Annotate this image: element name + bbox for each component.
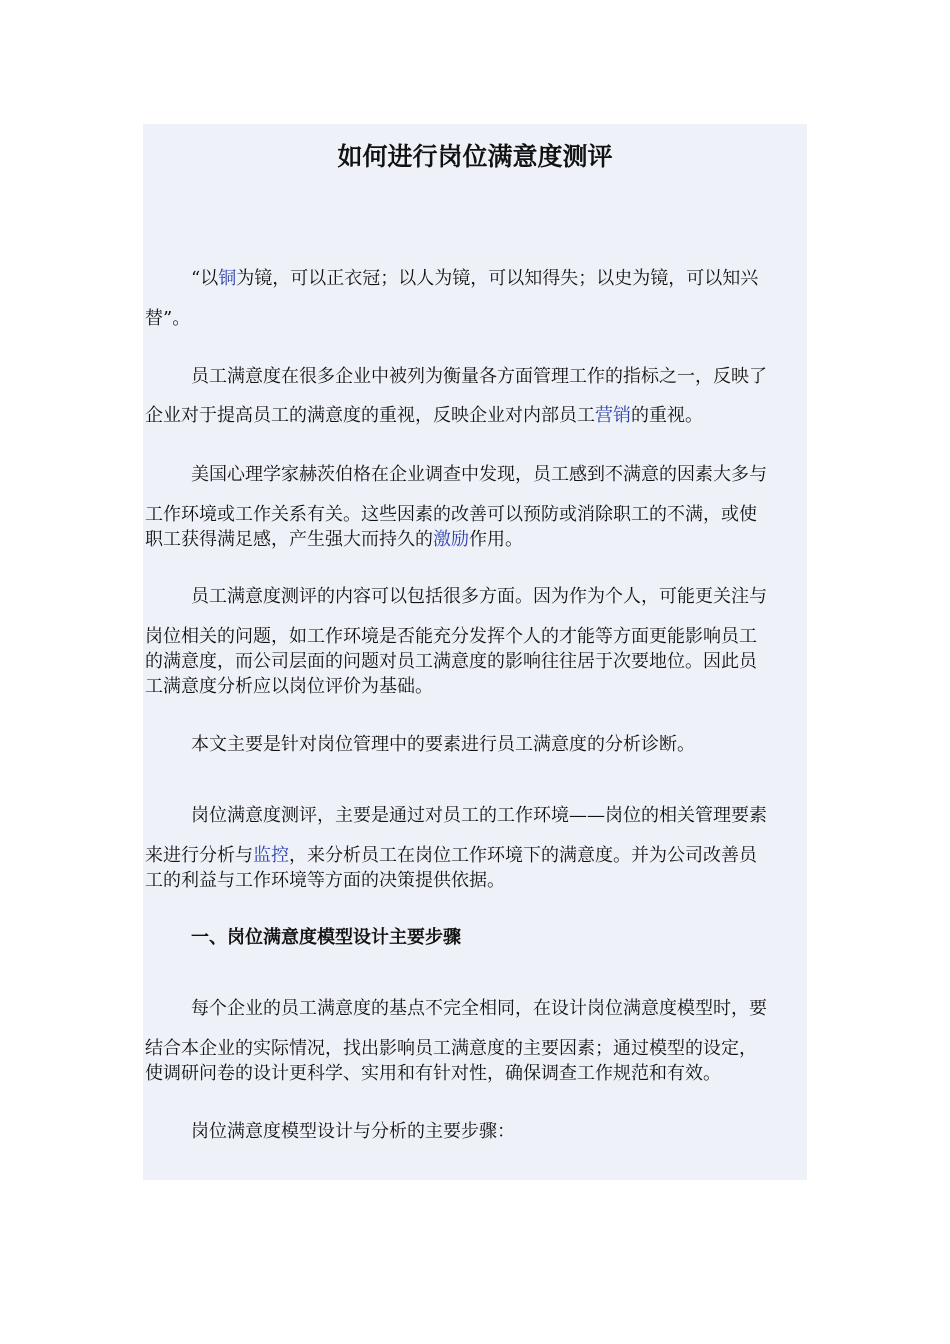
paragraph-6-text-b: ，来分析员工在岗位工作环境下的满意度。并为公司改善员 — [289, 845, 757, 866]
paragraph-2-line-2 — [145, 403, 703, 428]
link-marketing[interactable]: 营销 — [595, 405, 631, 426]
link-monitoring[interactable]: 监控 — [253, 845, 289, 866]
paragraph-4-line-3: 的满意度，而公司层面的问题对员工满意度的影响往往居于次要地位。因此员 — [145, 651, 757, 672]
paragraph-7-line-3: 使调研问卷的设计更科学、实用和有针对性，确保调查工作规范和有效。 — [145, 1063, 721, 1084]
paragraph-4-line-1: 员工满意度测评的内容可以包括很多方面。因为作为个人，可能更关注与 — [191, 586, 767, 607]
paragraph-2-text-a: 企业对于提高员工的满意度的重视，反映企业对内部员工 — [145, 405, 595, 426]
paragraph-3-text-a: 职工获得满足感，产生强大而持久的 — [145, 529, 433, 550]
quote-line-1 — [191, 266, 758, 291]
quote-line-2: 替”。 — [145, 308, 191, 329]
paragraph-6-line-3: 工的利益与工作环境等方面的决策提供依据。 — [145, 870, 505, 891]
paragraph-3-line-3 — [145, 527, 523, 552]
paragraph-7-line-2: 结合本企业的实际情况，找出影响员工满意度的主要因素；通过模型的设定， — [145, 1038, 757, 1059]
paragraph-7-line-1: 每个企业的员工满意度的基点不完全相同，在设计岗位满意度模型时，要 — [191, 998, 767, 1019]
paragraph-2-line-1: 员工满意度在很多企业中被列为衡量各方面管理工作的指标之一，反映了 — [191, 366, 767, 387]
link-incentive[interactable]: 激励 — [433, 529, 469, 550]
article-title: 如何进行岗位满意度测评 — [337, 142, 613, 171]
paragraph-4-line-4: 工满意度分析应以岗位评价为基础。 — [145, 676, 433, 697]
paragraph-6-line-2 — [145, 843, 757, 868]
paragraph-5-line-1: 本文主要是针对岗位管理中的要素进行员工满意度的分析诊断。 — [191, 734, 695, 755]
paragraph-3-line-2: 工作环境或工作关系有关。这些因素的改善可以预防或消除职工的不满，或使 — [145, 504, 757, 525]
paragraph-4-line-2: 岗位相关的问题，如工作环境是否能充分发挥个人的才能等方面更能影响员工 — [145, 626, 757, 647]
paragraph-6-text-a: 来进行分析与 — [145, 845, 253, 866]
quote-text-start: “以 — [191, 268, 219, 289]
paragraph-8-line-1: 岗位满意度模型设计与分析的主要步骤： — [191, 1121, 515, 1142]
paragraph-3-text-b: 作用。 — [469, 529, 523, 550]
paragraph-6-line-1: 岗位满意度测评，主要是通过对员工的工作环境——岗位的相关管理要素 — [191, 805, 767, 826]
link-tong[interactable]: 铜 — [218, 268, 237, 289]
section-heading: 一、岗位满意度模型设计主要步骤 — [191, 927, 461, 948]
paragraph-2-text-b: 的重视。 — [631, 405, 703, 426]
paragraph-3-line-1: 美国心理学家赫茨伯格在企业调查中发现，员工感到不满意的因素大多与 — [191, 464, 767, 485]
quote-text-rest: 为镜，可以正衣冠；以人为镜，可以知得失；以史为镜，可以知兴 — [236, 268, 759, 289]
